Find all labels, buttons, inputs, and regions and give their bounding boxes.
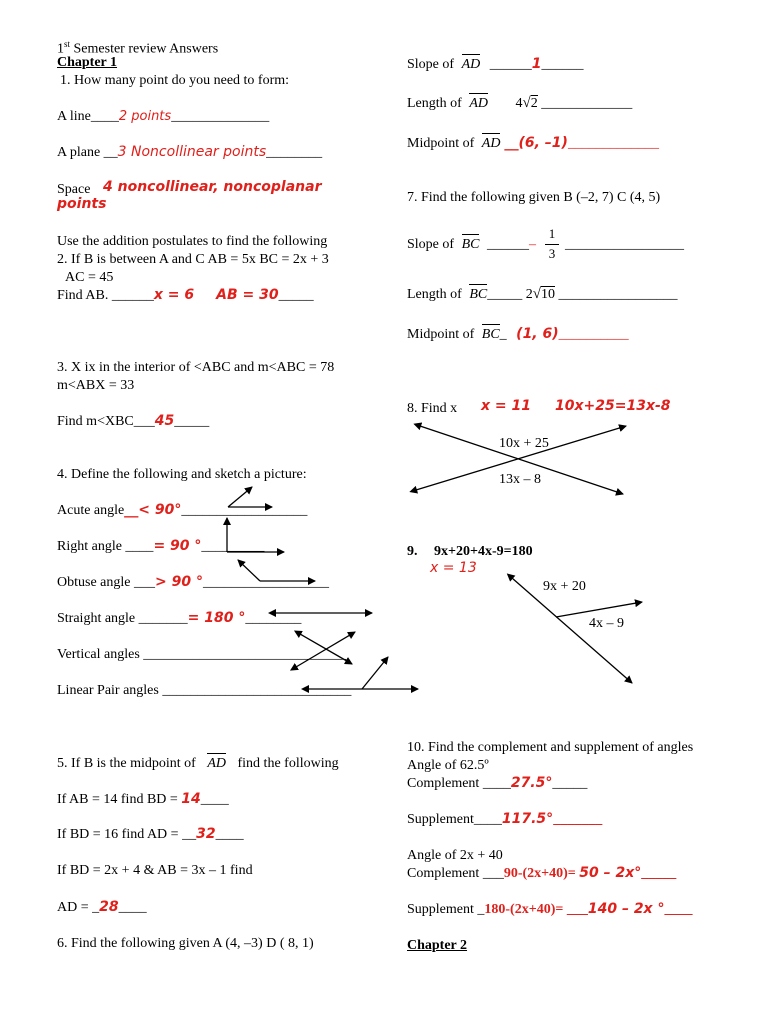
q5-c-row: If BD = 2x + 4 & AB = 3x – 1 find — [57, 863, 253, 878]
q10-angle-1: Angle of 62.5º — [407, 758, 489, 773]
mid-bc-tail: __________ — [558, 327, 629, 342]
q3-find-row — [57, 413, 209, 430]
q9-answer: x = 13 — [430, 560, 477, 576]
q5-a-answer: 14 — [181, 791, 201, 807]
q10-supp-1-label: Supplement____ — [407, 812, 502, 827]
q9-expr-1: 9x + 20 — [543, 579, 586, 594]
q5-b-tail: ____ — [215, 827, 244, 842]
q2-answer-x: x = 6 — [153, 287, 195, 303]
q8-answer-eq: 10x+25=13x-8 — [555, 398, 671, 414]
q10-comp-1-tail: _____ — [552, 776, 588, 791]
chapter-2-heading: Chapter 2 — [407, 938, 468, 953]
q2-intro: Use the addition postulates to find the following — [57, 234, 328, 249]
q9-label: 9. — [407, 544, 418, 559]
q10-supp-2-row — [407, 901, 692, 918]
length-bc-segment: BC — [469, 287, 488, 302]
slope-bc-label: Slope of — [407, 237, 455, 252]
q1-line-tail: ______________ — [171, 109, 270, 124]
q10-supp-1-answer: 117.5° — [501, 811, 554, 827]
q4-straight-tail: ________ — [245, 611, 302, 626]
q10-comp-1-label: Complement ____ — [407, 776, 511, 791]
slope-bc-numerator: 1 — [548, 226, 556, 241]
q10-comp-1-answer: 27.5° — [510, 775, 553, 791]
q4-obtuse-row — [57, 574, 329, 591]
sqrt-icon-2: √ — [532, 286, 541, 302]
q4-acute-answer: __< 90° — [124, 502, 182, 518]
q2-line-1: 2. If B is between A and C AB = 5x BC = 2x + 3 — [57, 252, 329, 267]
q10-supp-2-answer: 140 – 2x ° — [587, 901, 665, 917]
q4-straight-answer: = 180 ° — [187, 610, 246, 626]
mid-bc-answer: (1, 6) — [516, 326, 559, 342]
q4-obtuse-answer: > 90 ° — [154, 574, 203, 590]
q8-expr-2: 13x – 8 — [499, 472, 541, 487]
q8-expr-1: 10x + 25 — [499, 436, 549, 451]
q4-right-tail: _________ — [201, 539, 265, 554]
q1-space-answer-1: 4 noncollinear, noncoplanar — [103, 179, 322, 195]
length-bc-mid: _____ 2 — [487, 287, 533, 302]
q5-pre: 5. If B is the midpoint of — [57, 756, 196, 771]
length-bc-label: Length of — [407, 287, 462, 302]
slope-bc-row — [407, 236, 536, 253]
slope-bc-fraction-bar — [545, 244, 559, 245]
q1-plane-answer: 3 Noncollinear points — [117, 144, 267, 160]
q5-b-answer: 32 — [196, 826, 216, 842]
q4-straight-label: Straight angle _______ — [57, 611, 188, 626]
length-ad-segment: AD — [469, 96, 488, 111]
q10-supp-2-work: 180-(2x+40)= — [484, 902, 564, 917]
length-ad-tail: _____________ — [541, 96, 633, 111]
q4-straight-row — [57, 610, 301, 627]
mid-ad-row — [407, 135, 659, 152]
slope-ad-row — [407, 56, 583, 73]
q10-text: 10. Find the complement and supplement of angles — [407, 740, 694, 755]
q7-text: 7. Find the following given B (–2, 7) C (4, 5) — [407, 190, 661, 205]
q5-d-answer: 28 — [99, 899, 119, 915]
q4-obtuse-label: Obtuse angle ___ — [57, 575, 155, 590]
slope-ad-segment: AD — [461, 57, 481, 72]
q4-right-answer: = 90 ° — [153, 538, 202, 554]
q5-d-tail: ____ — [118, 900, 147, 915]
slope-bc-denominator: 3 — [548, 246, 556, 261]
q1-plane-tail: ________ — [266, 145, 323, 160]
mid-bc-label: Midpoint of — [407, 327, 475, 342]
q5-a-row — [57, 791, 229, 808]
q10-comp-2-tail: _____ — [641, 866, 677, 881]
slope-ad-tail: ______ — [541, 57, 584, 72]
q3-tail: _____ — [174, 414, 210, 429]
q5-b-row — [57, 826, 244, 843]
q4-right-row — [57, 538, 264, 555]
q3-line-1: 3. X ix in the interior of <ABC and m<ABC = 78 — [57, 360, 335, 375]
q8-label: 8. Find x — [407, 401, 458, 416]
q10-comp-2-answer: 50 – 2x° — [579, 865, 642, 881]
q4-linear-row: Linear Pair angles ___________________________ — [57, 683, 352, 698]
q2-find-row — [57, 287, 314, 304]
q4-vertical-row: Vertical angles _____________________________ — [57, 647, 347, 662]
mid-ad-tail: _____________ — [567, 136, 659, 151]
mid-ad-label: Midpoint of — [407, 136, 475, 151]
q4-text: 4. Define the following and sketch a picture: — [57, 467, 307, 482]
length-ad-row — [407, 95, 632, 112]
q2-find-label: Find AB. ______ — [57, 288, 154, 303]
q10-comp-2-row — [407, 865, 676, 882]
length-bc-radicand: 10 — [540, 287, 555, 302]
q5-b-label: If BD = 16 find AD = __ — [57, 827, 197, 842]
length-ad-coef: 4 — [515, 96, 523, 111]
length-bc-tail: _________________ — [558, 287, 678, 302]
slope-bc-minus: – — [528, 237, 536, 252]
length-bc-row — [407, 286, 677, 303]
q1-line-row — [57, 108, 269, 125]
q2-answer-ab: AB = 30 — [216, 287, 279, 303]
q1-line-label: A line____ — [57, 109, 119, 124]
q10-supp-1-row — [407, 811, 602, 828]
header-sup: st — [64, 39, 71, 49]
q5-post: find the following — [237, 756, 339, 771]
q10-angle-2: Angle of 2x + 40 — [407, 848, 503, 863]
q1-plane-row — [57, 144, 322, 161]
q1-plane-label: A plane __ — [57, 145, 118, 160]
q1-line-answer: 2 points — [118, 109, 172, 124]
mid-ad-answer: __(6, –1) — [504, 135, 568, 151]
mid-bc-row — [407, 326, 629, 343]
length-ad-radicand: 2 — [530, 96, 538, 111]
q5-a-tail: ____ — [200, 792, 229, 807]
q4-acute-tail: __________________ — [181, 503, 308, 518]
mid-bc-segment: BC — [481, 327, 500, 342]
q10-supp-2-pre: ___ — [563, 902, 588, 917]
q3-line-2: m<ABX = 33 — [57, 378, 135, 393]
q10-supp-1-tail: _______ — [553, 812, 603, 827]
q3-find-label: Find m<XBC___ — [57, 414, 155, 429]
length-ad-label: Length of — [407, 96, 462, 111]
header-rest: Semester review Answers — [70, 41, 219, 57]
slope-bc-tail: _________________ — [565, 237, 684, 252]
q10-comp-2-work: 90-(2x+40)= — [503, 866, 576, 881]
q10-comp-2-label: Complement ___ — [407, 866, 504, 881]
page-header: 1st Semester review Answers — [57, 39, 219, 57]
q10-supp-2-tail: ____ — [664, 902, 693, 917]
q2-tail: _____ — [278, 288, 314, 303]
q9-expr-2: 4x – 9 — [589, 616, 624, 631]
slope-ad-answer: 1 — [531, 56, 542, 72]
slope-ad-label: Slope of — [407, 57, 455, 72]
slope-bc-segment: BC — [461, 237, 480, 252]
q5-a-label: If AB = 14 find BD = — [57, 792, 182, 807]
q4-acute-row — [57, 502, 307, 519]
q2-line-2: AC = 45 — [65, 270, 114, 285]
chapter-1-heading: Chapter 1 — [57, 55, 118, 70]
q6-text: 6. Find the following given A (4, –3) D ( 8, 1) — [57, 936, 314, 951]
slope-bc-pre: ______ — [486, 237, 529, 252]
q4-acute-label: Acute angle — [57, 503, 125, 518]
slope-ad-pre: ______ — [489, 57, 532, 72]
sqrt-icon: √ — [522, 95, 531, 111]
mid-bc-pre: _ — [499, 327, 507, 342]
q4-obtuse-tail: __________________ — [202, 575, 329, 590]
q10-supp-2-label: Supplement _ — [407, 902, 485, 917]
q5-d-row — [57, 899, 147, 916]
q10-comp-1-row — [407, 775, 587, 792]
q9-equation: 9x+20+4x-9=180 — [434, 544, 533, 559]
q8-answer-x: x = 11 — [481, 398, 531, 414]
q5-segment: AD — [207, 756, 226, 771]
q4-right-label: Right angle ____ — [57, 539, 154, 554]
q1-text: 1. How many point do you need to form: — [60, 73, 290, 88]
q5-row — [57, 755, 339, 772]
q1-space-answer-2: points — [57, 196, 107, 212]
q1-space-label: Space — [57, 182, 91, 197]
q5-d-label: AD = _ — [57, 900, 100, 915]
mid-ad-segment: AD — [481, 136, 501, 151]
q3-answer: 45 — [154, 413, 175, 429]
